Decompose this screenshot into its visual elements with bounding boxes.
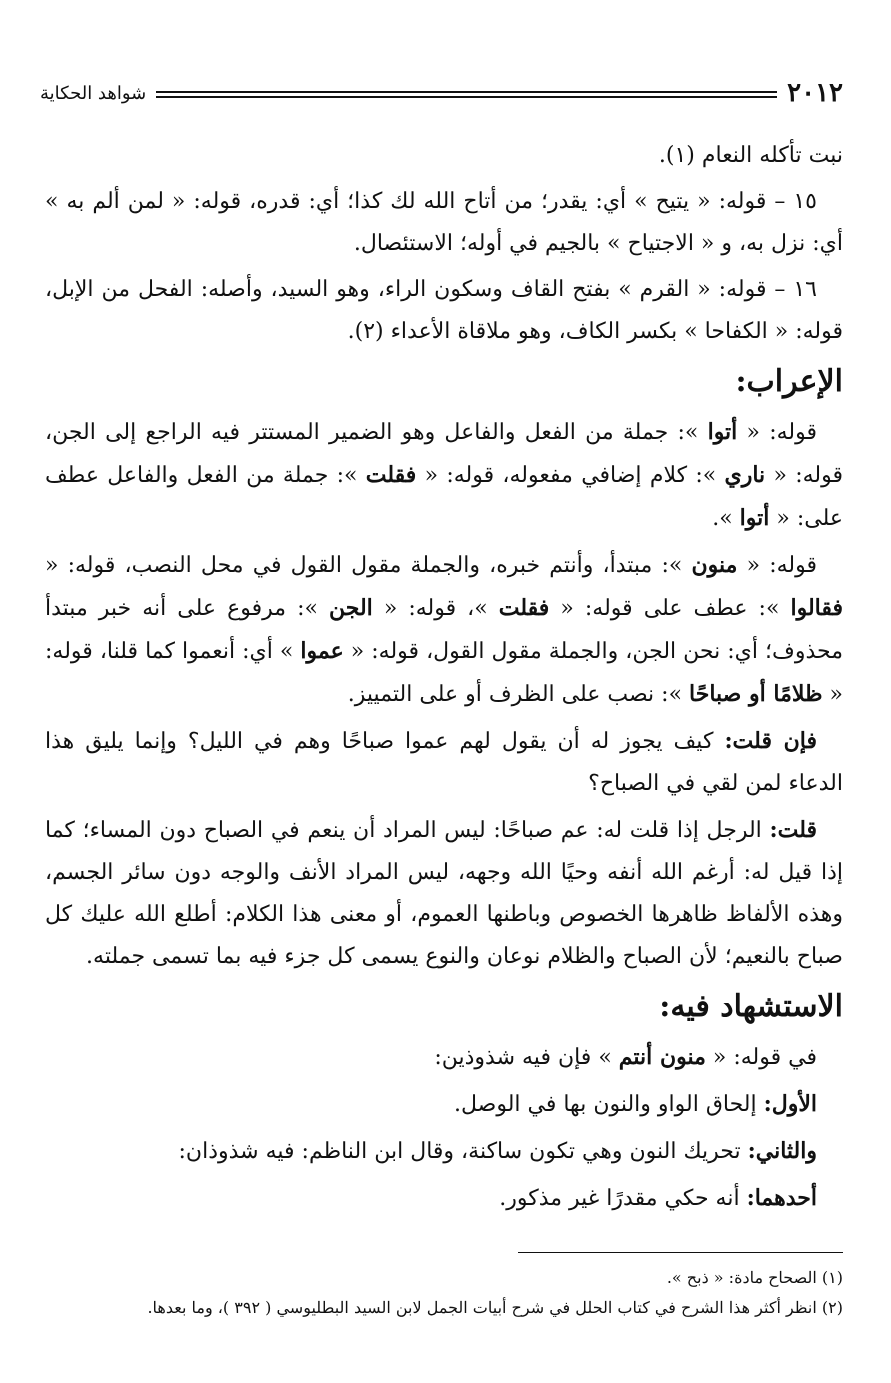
answer-lead: قلت: (769, 817, 817, 843)
istishhad-line-3 (45, 1130, 843, 1173)
text-run: » أي: أنعموا كما قلنا، قوله: « (45, 639, 843, 707)
text-run: » فإن فيه شذوذين: (434, 1045, 619, 1070)
footnote-2: (٢) انظر أكثر هذا الشرح في كتاب الحلل في شرح أبيات الجمل لابن السيد البطليوسي ( ٣٩٢ )، وما بعدها. (147, 1298, 843, 1317)
footnotes (45, 1252, 843, 1323)
quoted-word: الجن (329, 595, 373, 621)
quoted-word: أتوا (707, 419, 738, 445)
text-run: »: مبتدأ، وأنتم خبره، والجملة مقول القول في محل النصب، قوله: « (45, 553, 692, 578)
text-run: »، قوله: « (372, 596, 499, 621)
header-rule (156, 91, 777, 98)
quoted-word: عموا (300, 638, 344, 664)
quoted-word: فقلت (498, 595, 550, 621)
quoted-word: ناري (724, 462, 766, 488)
paragraph-intro: نبت تأكله النعام (١). (658, 143, 843, 168)
page-number: ٢٠١٢ (787, 78, 843, 108)
text-run: قوله: « (737, 420, 817, 445)
footnote-rule (518, 1252, 843, 1253)
quoted-word: ظلامًا أو صباحًا (689, 681, 823, 707)
text-run: »: مرفوع على أنه خبر مبتدأ محذوف؛ أي: نحن الجن، والجملة مقول القول، قوله: « (45, 596, 844, 664)
quoted-word: منون أنتم (618, 1044, 706, 1070)
footnote-1: (١) الصحاح مادة: « ذبح ». (666, 1268, 843, 1287)
text-run: »: كلام إضافي مفعوله، قوله: « (416, 463, 725, 488)
item-lead: أحدهما: (746, 1185, 817, 1211)
text-run: إلحاق الواو والنون بها في الوصل. (454, 1092, 764, 1117)
item-lead: الأول: (763, 1091, 817, 1117)
text-run: »: جملة من الفعل والفاعل عطف على: « (45, 463, 843, 531)
text-run: تحريك النون وهي تكون ساكنة، وقال ابن الناظم: فيه شذوذان: (178, 1139, 748, 1164)
heading-irab: الإعراب: (735, 364, 843, 399)
question-lead: فإن قلت: (724, 728, 818, 754)
irab-paragraph-2 (45, 544, 843, 716)
question-paragraph (45, 720, 843, 805)
text-run: الرجل إذا قلت له: عم صباحًا: ليس المراد أن ينعم في الصباح دون المساء؛ كما إذا قيل له: أرغم الله أنفه وحيًا الله وجهه، ليس المراد الأنف والوجه دون سائر الجسم، وهذه الألفاظ ظاهرها الخصوص وباطنها العموم، أو معنى هذا الكلام: أطلع الله عليك كل صباح بالنعيم؛ لأن الصباح والظلام نوعان والنوع يسمى كل جزء فيه بما تسمى جملته. (45, 818, 843, 969)
istishhad-line-4 (45, 1177, 843, 1220)
answer-paragraph (45, 809, 843, 978)
quoted-word: أتوا (739, 505, 770, 531)
quoted-word: فقالوا (790, 595, 843, 621)
running-head (40, 78, 843, 108)
irab-paragraph-1 (45, 411, 843, 540)
text-run: »: جملة من الفعل والفاعل وهو الضمير المستتر فيه الراجع إلى الجن، قوله: « (45, 420, 843, 488)
istishhad-line-2 (45, 1083, 843, 1126)
running-title: شواهد الحكاية (40, 82, 147, 104)
text-run: أنه حكي مقدرًا غير مذكور. (499, 1186, 747, 1211)
text-run: ». (712, 506, 740, 531)
page-body (45, 135, 843, 1224)
text-run: كيف يجوز له أن يقول لهم عموا صباحًا وهم في الليل؟ وإنما يليق هذا الدعاء لمن لقي في الصباح؟ (45, 729, 843, 796)
istishhad-line-1 (45, 1036, 843, 1079)
text-run: في قوله: « (705, 1045, 817, 1070)
quoted-word: منون (691, 552, 738, 578)
item-lead: والثاني: (747, 1138, 817, 1164)
text-run: قوله: « (737, 553, 817, 578)
heading-istishhad: الاستشهاد فيه: (659, 989, 843, 1024)
text-run: »: عطف على قوله: « (549, 596, 791, 621)
text-run: »: نصب على الظرف أو على التمييز. (347, 682, 690, 707)
paragraph-16: ١٦ – قوله: « القرم » بفتح القاف وسكون الراء، وهو السيد، وأصله: الفحل من الإبل، قوله: « الكفاحا » بكسر الكاف، وهو ملاقاة الأعداء (٢). (45, 277, 843, 344)
quoted-word: فقلت (365, 462, 417, 488)
paragraph-15: ١٥ – قوله: « يتيح » أي: يقدر؛ من أتاح الله لك كذا؛ أي: قدره، قوله: « لمن ألم به » أي: نزل به، و « الاجتياح » بالجيم في أوله؛ الاستئصال. (45, 189, 843, 256)
